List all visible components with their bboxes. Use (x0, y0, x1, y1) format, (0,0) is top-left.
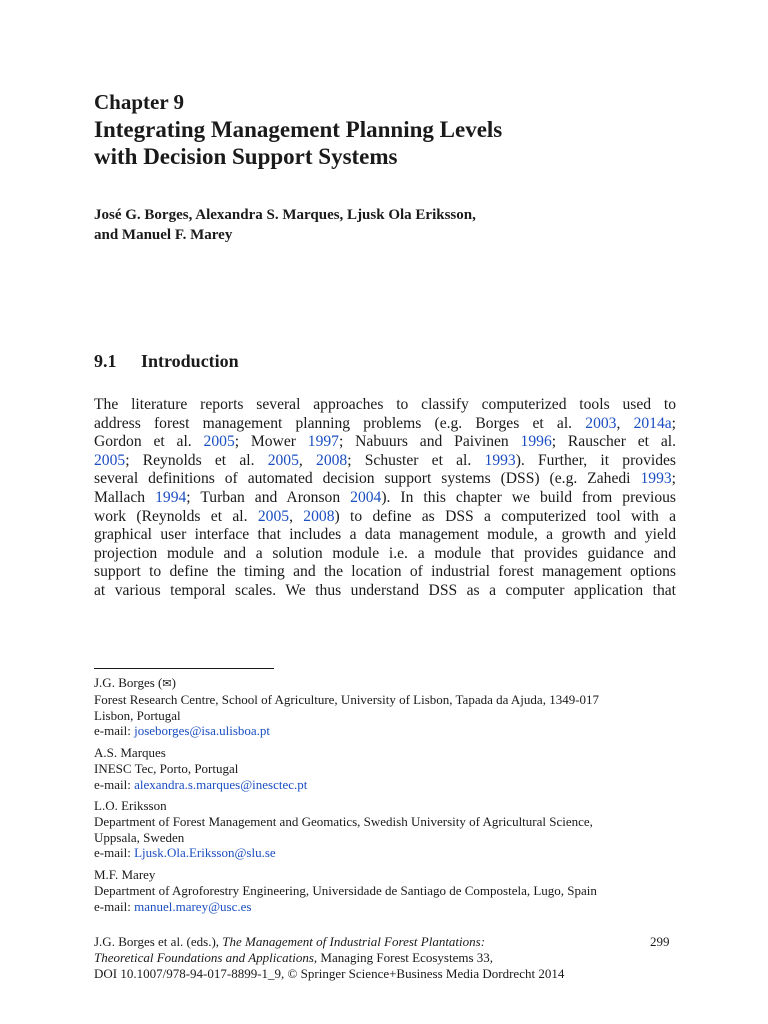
chapter-title-line: Integrating Management Planning Levels (94, 117, 503, 142)
text-line: at various temporal scales. We thus understand DSS as a computer application that (94, 581, 676, 599)
citation-link[interactable]: 2005 (267, 451, 299, 469)
affiliation-name: A.S. Marques (94, 745, 166, 760)
footnote-divider (94, 668, 274, 669)
chapter-title (94, 116, 694, 170)
affiliation-email-row: e-mail: manuel.marey@usc.es (94, 898, 252, 914)
text-line: The literature reports several approaches to classify computerized tools used to (94, 396, 676, 413)
citation-link[interactable]: 1996 (520, 433, 552, 451)
chapter-title-line: with Decision Support Systems (94, 144, 398, 169)
citation-link[interactable]: 2005 (257, 507, 290, 525)
citation-link[interactable]: 2008 (316, 451, 348, 469)
text-line: Mallach 1994; Turban and Aronson 2004). In this chapter we build from previous (94, 488, 676, 506)
affiliation-eriksson (94, 798, 694, 861)
book-doi: DOI 10.1007/978-94-017-8899-1_9, © Springer Science+Business Media Dordrecht 2014 (94, 965, 565, 981)
email-link[interactable]: manuel.marey@usc.es (134, 898, 252, 914)
text-line: support to define the timing and the location of industrial forest management options (94, 563, 676, 581)
book-citation-line: J.G. Borges et al. (eds.), The Management of Industrial Forest Plantations: (94, 934, 486, 949)
email-link[interactable]: alexandra.s.marques@inesctec.pt (134, 776, 308, 792)
envelope-icon: ✉ (162, 677, 172, 690)
email-link[interactable]: joseborges@isa.ulisboa.pt (134, 723, 271, 739)
section-number: 9.1 (94, 351, 117, 371)
page-number: 299 (650, 934, 670, 949)
affiliation-address: INESC Tec, Porto, Portugal (94, 760, 239, 776)
affiliation-address: Uppsala, Sweden (94, 829, 185, 845)
author-line: and Manuel F. Marey (94, 227, 233, 243)
book-citation-line: Theoretical Foundations and Applications, Managing Forest Ecosystems 33, (94, 949, 494, 965)
section-heading (94, 351, 239, 372)
text-line: projection module and a solution module i.e. a module that provides guidance and (94, 544, 676, 562)
affiliation-address: Department of Forest Management and Geomatics, Swedish University of Agricultural Science, (94, 813, 593, 829)
chapter-label: Chapter 9 (94, 90, 185, 114)
affiliation-email-row: e-mail: joseborges@isa.ulisboa.pt (94, 723, 271, 739)
book-citation (94, 934, 684, 981)
citation-link[interactable]: 1993 (484, 451, 516, 469)
citation-link[interactable]: 2005 (203, 433, 235, 451)
citation-link[interactable]: 2003 (585, 414, 617, 432)
affiliation-address: Forest Research Centre, School of Agriculture, University of Lisbon, Tapada da Ajuda, 1349-017 (94, 691, 600, 707)
affiliation-marey (94, 867, 694, 914)
author-line: José G. Borges, Alexandra S. Marques, Ljusk Ola Eriksson, (94, 207, 476, 223)
text-line: several definitions of automated decision support systems (DSS) (e.g. Zahedi 1993; (94, 470, 676, 488)
affiliation-borges (94, 675, 694, 739)
affiliation-name: L.O. Eriksson (94, 798, 167, 813)
text-line: 2005; Reynolds et al. 2005, 2008; Schuster et al. 1993). Further, it provides (94, 451, 676, 469)
affiliation-email-row: e-mail: alexandra.s.marques@inesctec.pt (94, 776, 308, 792)
citation-link[interactable]: 1997 (307, 433, 339, 451)
author-list (94, 205, 694, 245)
citation-link[interactable]: 1994 (155, 488, 187, 506)
text-line: graphical user interface that includes a data management module, a growth and yield (94, 526, 676, 544)
citation-link[interactable]: 2008 (303, 507, 335, 525)
affiliation-name: J.G. Borges (✉) (94, 675, 176, 690)
affiliation-address: Department of Agroforestry Engineering, Universidade de Santiago de Compostela, Lugo, Spain (94, 882, 597, 898)
affiliation-name: M.F. Marey (94, 867, 156, 882)
text-line: Gordon et al. 2005; Mower 1997; Nabuurs and Paivinen 1996; Rauscher et al. (94, 433, 676, 451)
affiliation-address: Lisbon, Portugal (94, 707, 181, 723)
citation-link[interactable]: 2014a (633, 414, 672, 432)
citation-link[interactable]: 2004 (350, 488, 382, 506)
affiliation-email-row: e-mail: Ljusk.Ola.Eriksson@slu.se (94, 845, 276, 861)
affiliation-marques (94, 745, 694, 792)
section-title: Introduction (141, 351, 239, 371)
body-paragraph (94, 396, 676, 601)
text-line: work (Reynolds et al. 2005, 2008) to define as DSS a computerized tool with a (94, 507, 676, 525)
text-line: address forest management planning problems (e.g. Borges et al. 2003, 2014a; (94, 414, 676, 432)
email-link[interactable]: Ljusk.Ola.Eriksson@slu.se (134, 845, 276, 861)
citation-link[interactable]: 1993 (640, 470, 672, 488)
citation-link[interactable]: 2005 (94, 451, 126, 469)
